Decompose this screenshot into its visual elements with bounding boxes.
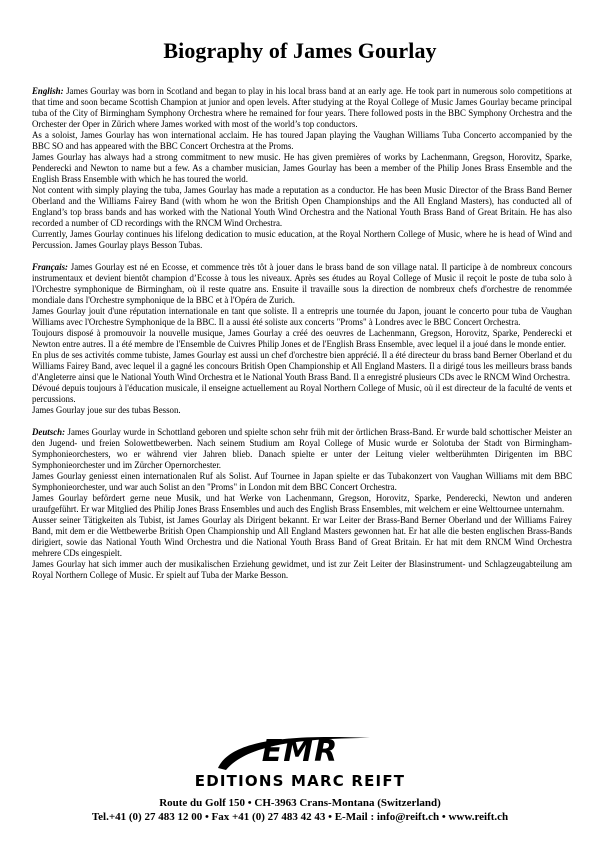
language-label: Français: (32, 262, 68, 272)
logo-text: EMR (261, 734, 339, 769)
paragraph-text: James Gourlay wurde in Schottland geboren und spielte schon sehr früh mit der örtlichen Brass-Band. Er wurde bald schottischer Meister an den Jugend- und freien Solowettbewerben. Nach seinem Studium am Royal College of Music wurde er Solotuba der Stadt von Birmingham-Symphonieorchesters, wo er während vier Jahren blieb. Danach spielte er unter der Leitung vieler weltberühmten Dirigenten im BBC Symphonieorchester und im Zürcher Opernorchester. (32, 427, 572, 470)
paragraph-text: James Gourlay est né en Ecosse, et commence très tôt à jouer dans le brass band de son village natal. Il participe à de nombreux concours instrumentaux et devient bientôt champion d’Ecosse à tous les niveaux. Après ses études au Royal College of Music il reçoit le poste de tuba solo à l'Orchestre symphonique de Birmingham, où il reste quatre ans. Ensuite il travaille sous la direction de nombreux chefs d'orchestre de renommée mondiale dans l'Orchestre symphonique de la BBC et à l'Opéra de Zurich. (32, 262, 572, 305)
publisher-name: EDITIONS MARC REIFT (194, 772, 406, 790)
paragraph: James Gourlay has always had a strong commitment to new music. He has given premières of works by Lachenmann, Gregson, Horovitz, Sparke, Penderecki and Newton to name but a few. As a chamber musician, James Gourlay has been a member of the Philip Jones Brass Ensemble and the English Brass Ensemble with which he has toured the world. (32, 152, 572, 184)
section-deutsch (32, 427, 572, 581)
paragraph: James Gourlay jouit d'une réputation internationale en tant que soliste. Il a entrepris une tournée du Japon, jouant le concerto pour tuba de Vaughan Williams avec l'Orchestre Symphonique de la BBC. Il a aussi été soliste aux concerts "Proms" à Londres avec le BBC Concert Orchestra. (32, 306, 572, 327)
page-title: Biography of James Gourlay (163, 38, 437, 63)
paragraph: James Gourlay hat sich immer auch der musikalischen Erziehung gewidmet, und ist zur Zeit Leiter der Blasinstrument- und Schlagzeugabteilung am Royal Northern College of Music. Er spielt auf Tuba der Marke Besson. (32, 559, 572, 580)
biography-body (32, 86, 572, 592)
paragraph: Currently, James Gourlay continues his lifelong dedication to music education, at the Royal Northern College of Music, where he is head of Wind and Percussion. James Gourlay plays Besson Tubas. (32, 229, 572, 250)
publisher-address: Route du Golf 150 • CH-3963 Crans-Montana (Switzerland) (159, 797, 441, 809)
paragraph: Dévoué depuis toujours à l'éducation musicale, il enseigne actuellement au Royal Northern College of Music, où il est directeur de la faculté de vents et percussions. (32, 383, 572, 404)
publisher-contact: Tel.+41 (0) 27 483 12 00 • Fax +41 (0) 27 483 42 43 • E-Mail : info@reift.ch • www.reift.ch (91, 811, 509, 823)
paragraph (32, 262, 572, 306)
paragraph (32, 86, 572, 130)
paragraph: James Gourlay geniesst einen internationalen Ruf als Solist. Auf Tournee in Japan spielte er das Tubakonzert von Vaughan Williams mit dem BBC Symphonieorchester, und war auch Solist an den "Proms" in London mit dem BBC Concert Orchestra. (32, 471, 572, 492)
paragraph: Toujours disposé à promouvoir la nouvelle musique, James Gourlay a créé des oeuvres de Lachenmann, Gregson, Horovitz, Sparke, Penderecki et Newton entre autres. Il a été membre de l'Ensemble de Cuivres Philip Jones et de l'English Brass Ensemble, avec lequel il a joué dans le monde entier. (32, 328, 572, 349)
language-label: English: (32, 86, 64, 96)
paragraph: En plus de ses activités comme tubiste, James Gourlay est aussi un chef d'orchestre bien apprécié. Il a été directeur du brass band Berner Oberland et du Williams Fairey Band, avec lequel il a gagné les concours British Open Championship et All England Masters. Il a dirigé tous les meilleurs brass bands d'Angleterre ainsi que le National Youth Wind Orchestra et le National Youth Brass Band. Il a enregistré plusieurs CDs avec le RNCM Wind Orchestra. (32, 350, 572, 382)
paragraph: Not content with simply playing the tuba, James Gourlay has made a reputation as a conductor. He has been Music Director of the Brass Band Berner Oberland and the Williams Fairey Band (with whom he won the British Open Championships and the All England Masters), has conducted all of England’s top brass bands and has worked with the National Youth Wind Orchestra and the National Youth Brass Band of Great Britain. He has also recorded a number of CD recordings with the RNCM Wind Orchestra. (32, 185, 572, 228)
language-label: Deutsch: (32, 427, 66, 437)
publisher-footer (0, 732, 600, 824)
emr-logo (150, 732, 450, 794)
section-english (32, 86, 572, 251)
paragraph: Ausser seiner Tätigkeiten als Tubist, ist James Gourlay als Dirigent bekannt. Er war Leiter der Brass-Band Berner Oberland und der Williams Fairey Band, mit dem er die Wettbewerbe British Open Championship und All England Masters gewonnen hat. Er hat alle die besten englischen Brass-Bands dirigiert, sowie das National Youth Wind Orchestra und die National Youth Brass Band of Great Britain. Er hat mit dem RNCM Wind Orchestra mehrere CDs eingespielt. (32, 515, 572, 558)
paragraph: As a soloist, James Gourlay has won international acclaim. He has toured Japan playing the Vaughan Williams Tuba Concerto accompanied by the BBC SO and has appeared with the BBC Concert Orchestra at the Proms. (32, 130, 572, 151)
paragraph: James Gourlay befördert gerne neue Musik, und hat Werke von Lachenmann, Gregson, Horovitz, Sparke, Penderecki, Newton und anderen uraufgeführt. Er war Mitglied des Philip Jones Brass Ensembles und auch des English Brass Ensembles, mit welchem er eine Welttournee unternahm. (32, 493, 572, 514)
section-francais (32, 262, 572, 416)
paragraph (32, 427, 572, 471)
paragraph: James Gourlay joue sur des tubas Besson. (32, 405, 181, 415)
paragraph-text: James Gourlay was born in Scotland and began to play in his local brass band at an early age. He took part in numerous solo competitions at that time and soon became Scottish Champion at junior and open levels. After studying at the Royal College of Music James Gourlay became principal tuba of the City of Birmingham Symphony Orchestra where he remained for four years. There followed posts in the BBC Symphony Orchestra and the Orchester der Oper in Zürich where James worked with most of the world’s top conductors. (32, 86, 572, 129)
